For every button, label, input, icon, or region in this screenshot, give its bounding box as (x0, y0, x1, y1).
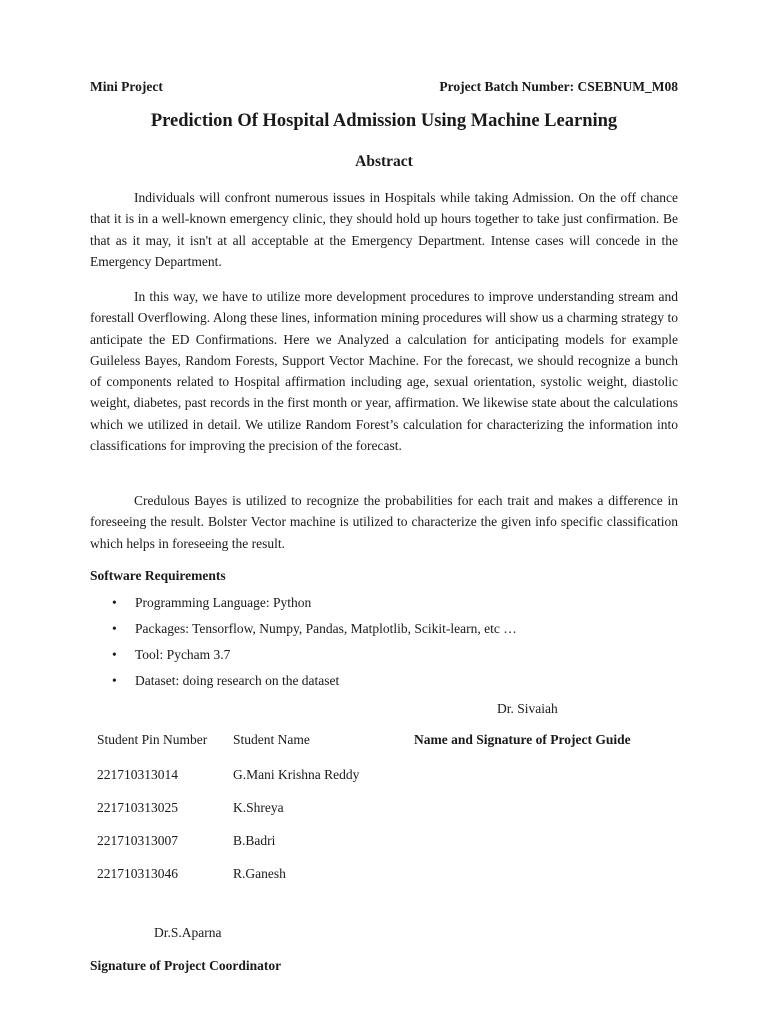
guide-name: Dr. Sivaiah (497, 701, 558, 716)
header-project-type: Mini Project (90, 79, 163, 94)
requirement-text: Packages: Tensorflow, Numpy, Pandas, Matplotlib, Scikit-learn, etc … (135, 621, 517, 636)
guide-signature-label: Name and Signature of Project Guide (414, 732, 631, 747)
list-item (112, 670, 517, 696)
abstract-heading: Abstract (355, 153, 413, 170)
student-pin: 221710313007 (97, 833, 178, 848)
student-pin: 221710313014 (97, 767, 178, 782)
student-name: K.Shreya (233, 800, 284, 815)
column-header-pin: Student Pin Number (97, 732, 208, 747)
software-requirements-heading: Software Requirements (90, 568, 226, 583)
table-row (90, 767, 678, 787)
student-pin: 221710313025 (97, 800, 178, 815)
header-batch-number: Project Batch Number: CSEBNUM_M08 (439, 79, 678, 94)
bullet-icon: • (112, 621, 117, 636)
list-item (112, 644, 517, 670)
requirement-text: Tool: Pycham 3.7 (135, 647, 231, 662)
bullet-icon: • (112, 673, 117, 688)
abstract-paragraph-3: Credulous Bayes is utilized to recognize the probabilities for each trait and makes a difference in foreseeing the result. Bolster Vector machine is utilized to characterize the given info specific classification which helps in foreseeing the result. (90, 493, 678, 551)
document-page (90, 0, 678, 1024)
coordinator-name: Dr.S.Aparna (154, 925, 222, 940)
list-item (112, 618, 517, 644)
student-name: R.Ganesh (233, 866, 286, 881)
student-table-header (90, 732, 678, 752)
document-title: Prediction Of Hospital Admission Using Machine Learning (150, 111, 618, 131)
requirement-text: Dataset: doing research on the dataset (135, 673, 340, 688)
coordinator-signature-label: Signature of Project Coordinator (90, 958, 282, 973)
bullet-icon: • (112, 595, 117, 610)
software-requirements-list (112, 592, 517, 696)
table-row (90, 800, 678, 820)
table-row (90, 833, 678, 853)
requirement-text: Programming Language: Python (135, 595, 312, 610)
abstract-paragraph-2: In this way, we have to utilize more development procedures to improve understanding stream and forestall Overflowing. Along these lines, information mining procedures will show us a charming strategy to anticipate the ED Confirmations. Here we Analyzed a calculation for anticipating models for example Guileless Bayes, Random Forests, Support Vector Machine. For the forecast, we should recognize a bunch of components related to Hospital affirmation including age, sexual orientation, systolic weight, diastolic weight, diabetes, past records in the first month or year, affirmation. We likewise state about the calculations which we utilized in detail. We utilize Random Forest’s calculation for characterizing the information into classifications for improving the precision of the forecast. (90, 289, 678, 454)
bullet-icon: • (112, 647, 117, 662)
column-header-name: Student Name (233, 732, 310, 747)
student-pin: 221710313046 (97, 866, 178, 881)
student-name: B.Badri (233, 833, 276, 848)
student-name: G.Mani Krishna Reddy (233, 767, 360, 782)
list-item (112, 592, 517, 618)
page-header (90, 79, 678, 97)
abstract-paragraph-1: Individuals will confront numerous issues in Hospitals while taking Admission. On the off chance that it is in a well-known emergency clinic, they should hold up hours together to take just confirmation. Be that as it may, it isn't at all acceptable at the Emergency Department. Intense cases will concede in the Emergency Department. (90, 190, 678, 269)
table-row (90, 866, 678, 886)
